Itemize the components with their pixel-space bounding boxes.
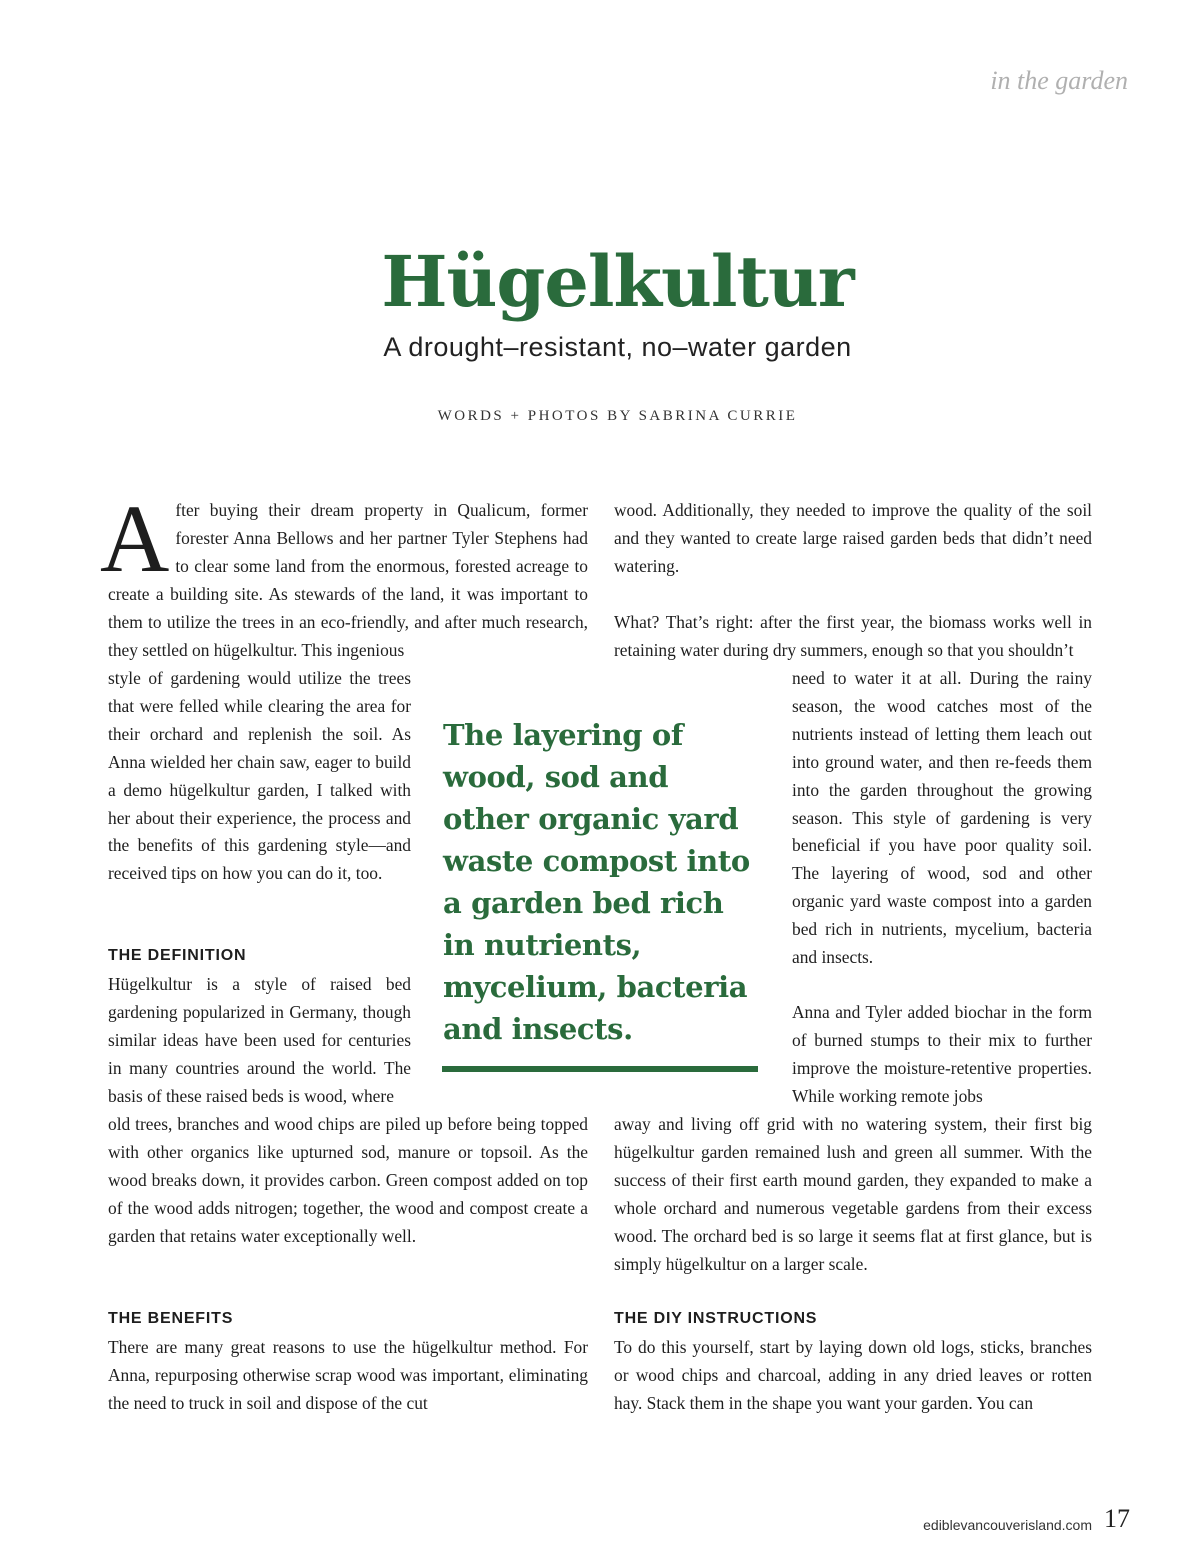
article-title: Hügelkultur (381, 240, 854, 323)
right-paragraph-1: wood. Additionally, they needed to improve the quality of the soil and they wanted to create large raised garden beds that didn’t need watering. (614, 500, 1092, 576)
section-tag: in the garden (990, 66, 1128, 95)
right-paragraph-2-wide: What? That’s right: after the first year, the biomass works well in retaining water during dry summers, enough so that you shouldn’t (614, 612, 1092, 660)
drop-cap: A (100, 485, 170, 592)
footer-website: ediblevancouverisland.com (923, 1517, 1092, 1533)
diy-paragraph: To do this yourself, start by laying down old logs, sticks, branches or wood chips and charcoal, adding in any dried leaves or rotten hay. Stack them in the shape you want your garden. You can (614, 1337, 1092, 1413)
intro-text-top: fter buying their dream property in Qualicum, former forester Anna Bellows and her partner Tyler Stephens had to clear some land from the enormous, forested acreage to create a building site. As stewards of the land, it was important to them to utilize the trees in an eco-friendly, and after much research, they settled on hügelkultur. This ingenious (108, 500, 588, 660)
page-number: 17 (1104, 1504, 1130, 1533)
benefits-paragraph: There are many great reasons to use the hügelkultur method. For Anna, repurposing otherwise scrap wood was important, eliminating the need to truck in soil and dispose of the cut (108, 1337, 588, 1413)
definition-paragraph-narrow: Hügelkultur is a style of raised bed gardening popularized in Germany, though similar ideas have been used for centuries in many countries around the world. The basis of these raised beds is wood, where (108, 974, 411, 1106)
definition-paragraph-wide: old trees, branches and wood chips are piled up before being topped with other organics like upturned sod, manure or topsoil. As the wood breaks down, it provides carbon. Green compost added on top of the wood adds nitrogen; together, the wood and compost create a garden that retains water exceptionally well. (108, 1114, 588, 1246)
benefits-heading: THE BENEFITS (108, 1310, 234, 1327)
intro-paragraph-narrow: style of gardening would utilize the trees that were felled while clearing the area for their orchard and replenish the soil. As Anna wielded her chain saw, eager to build a demo hügelkultur garden, I talked with her about their experience, the process and the benefits of this gardening style—and received tips on how you can do it, too. (108, 668, 411, 884)
pull-quote-rule (442, 1066, 758, 1072)
right-paragraph-3-wide: away and living off grid with no watering system, their first big hügelkultur garden remained lush and green all summer. With the success of their first earth mound garden, they expanded to make a whole orchard and numerous vegetable gardens from their excess wood. The orchard bed is so large it seems flat at first glance, but is simply hügelkultur on a larger scale. (614, 1114, 1092, 1274)
right-paragraph-3-narrow: Anna and Tyler added biochar in the form of burned stumps to their mix to further improve the moisture-retentive properties. While working remote jobs (792, 1002, 1092, 1106)
pull-quote: The layering of wood, sod and other organic yard waste compost into a garden bed rich in nutrients, mycelium, bacteria and insects. (443, 718, 750, 1046)
intro-paragraph-top (100, 485, 588, 664)
definition-heading: THE DEFINITION (108, 947, 247, 964)
diy-heading: THE DIY INSTRUCTIONS (614, 1310, 818, 1327)
article-subtitle: A drought–resistant, no–water garden (383, 332, 852, 362)
right-paragraph-2-narrow: need to water it at all. During the rainy season, the wood catches most of the nutrients instead of letting them leach out into ground water, and then re-feeds them into the garden throughout the growing season. This style of gardening is very beneficial if you have poor quality soil. The layering of wood, sod and other organic yard waste compost into a garden bed rich in nutrients, mycelium, bacteria and insects. (792, 668, 1092, 968)
byline: WORDS + PHOTOS BY SABRINA CURRIE (437, 408, 798, 424)
